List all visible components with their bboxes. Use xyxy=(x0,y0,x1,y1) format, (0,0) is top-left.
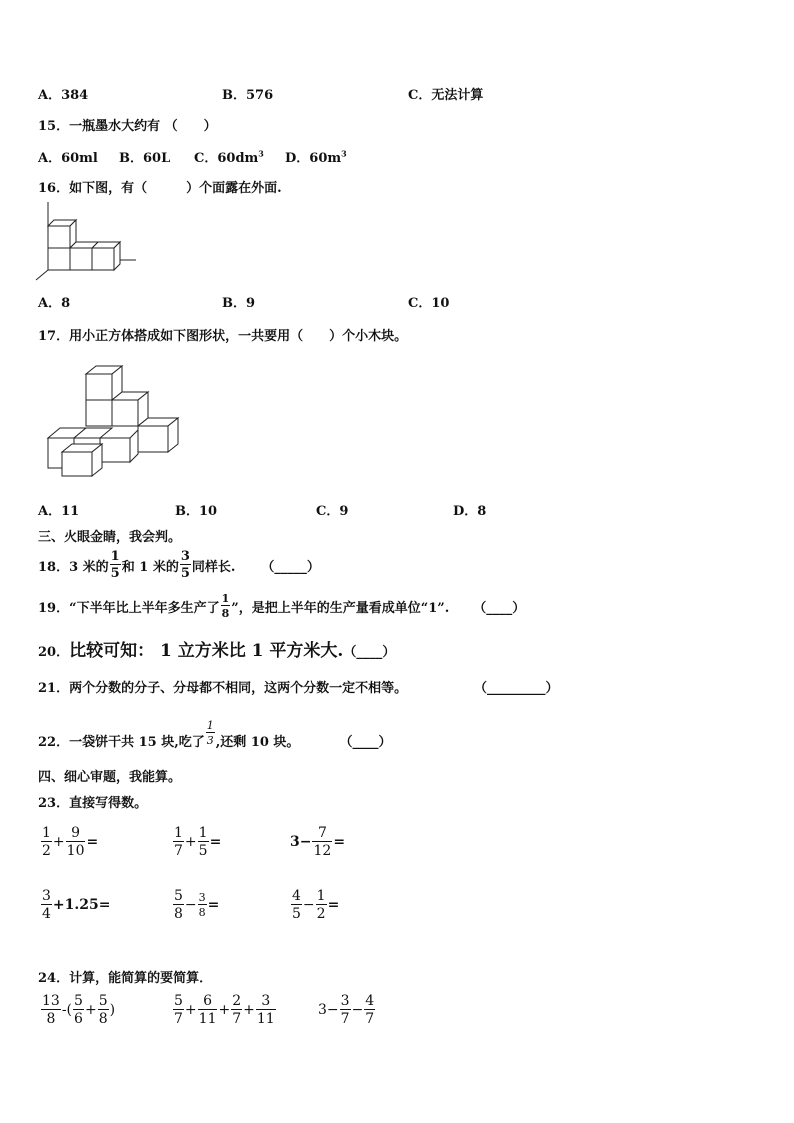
q15-text: 15．一瓶墨水大约有 （ ） xyxy=(38,119,217,134)
q16-option-c: C．10 xyxy=(408,296,450,311)
q14-option-c: C．无法计算 xyxy=(408,88,484,103)
q21-answer-blank[interactable]: （_________） xyxy=(474,681,559,696)
q21-text: 21．两个分数的分子、分母都不相同，这两个分数一定不相等。 xyxy=(38,681,408,696)
q15-option-b: B．60L xyxy=(119,151,171,166)
q23-expr-1: $\frac{1}{2}$ + $\frac{9}{10}$ = xyxy=(42,825,99,859)
q17-option-c: C．9 xyxy=(316,504,349,519)
q16-text: 16．如下图，有（ ）个面露在外面. xyxy=(38,181,282,196)
q22: 22．一袋饼干共 15 块,吃了 $\frac{1}{3}$ ,还剩 10 块。 （____） xyxy=(38,719,392,750)
q16-option-a: A．8 xyxy=(38,296,71,311)
q20-answer-blank[interactable]: （____） xyxy=(343,645,396,660)
q19-answer-blank[interactable]: （____） xyxy=(473,600,526,616)
section-3-title: 三、火眼金睛，我会判。 xyxy=(38,530,182,545)
q23-expr-5: $\frac{5}{8}$ − $\frac{3}{8}$ = xyxy=(174,888,220,922)
q24-expr-2: $\frac{5}{7}$ + $\frac{6}{11}$ + $\frac{2}{7}$ + $\frac{3}{11}$ xyxy=(174,993,275,1027)
q17-option-a: A．11 xyxy=(38,504,80,519)
q14-option-a: A．384 xyxy=(38,88,89,103)
q24-expr-1: $\frac{13}{8}$ -( $\frac{5}{6}$ + $\frac{5}{8}$ ) xyxy=(42,993,116,1027)
q19: 19．“下半年比上半年多生产了 $\frac{1}{8}$ ”，是把上半年的生产量看成单位“1”. （____） xyxy=(38,592,526,620)
q15-option-d: D．$60m^3$ xyxy=(285,148,347,166)
q23-expr-4: $\frac{3}{4}$ +1.25= xyxy=(42,888,111,922)
q20: 20． 比较可知： 1 立方米比 1 平方米大. （____） xyxy=(38,641,396,661)
q24-title: 24．计算，能简算的要简算． xyxy=(38,971,213,986)
q18-answer-blank[interactable]: （_____） xyxy=(261,559,320,575)
q17-cube-figure xyxy=(46,364,181,479)
q23-title: 23．直接写得数。 xyxy=(38,796,148,811)
q16-option-b: B．9 xyxy=(222,296,256,311)
q14-option-b: B．576 xyxy=(222,88,274,103)
section-4-title: 四、细心审题，我能算。 xyxy=(38,770,182,785)
q17-option-b: B．10 xyxy=(175,504,218,519)
q16-cube-figure xyxy=(36,200,146,280)
q17-option-d: D．8 xyxy=(453,504,487,519)
q24-expr-3: 3− $\frac{3}{7}$ − $\frac{4}{7}$ xyxy=(318,993,375,1027)
q17-text: 17．用小正方体搭成如下图形状，一共要用（ ）个小木块。 xyxy=(38,329,408,344)
q23-expr-6: $\frac{4}{5}$ − $\frac{1}{2}$ = xyxy=(292,888,340,922)
q23-expr-2: $\frac{1}{7}$ + $\frac{1}{5}$ = xyxy=(174,825,222,859)
q23-expr-3: 3− $\frac{7}{12}$ = xyxy=(290,825,346,859)
q18: 18．3 米的 $\frac{1}{5}$ 和 1 米的 $\frac{3}{5}$ 同样长. （_____） xyxy=(38,549,320,581)
q15-option-c: C．$60dm^3$ xyxy=(194,148,264,166)
q22-answer-blank[interactable]: （____） xyxy=(339,735,392,750)
q15-option-a: A．60ml xyxy=(38,151,98,166)
